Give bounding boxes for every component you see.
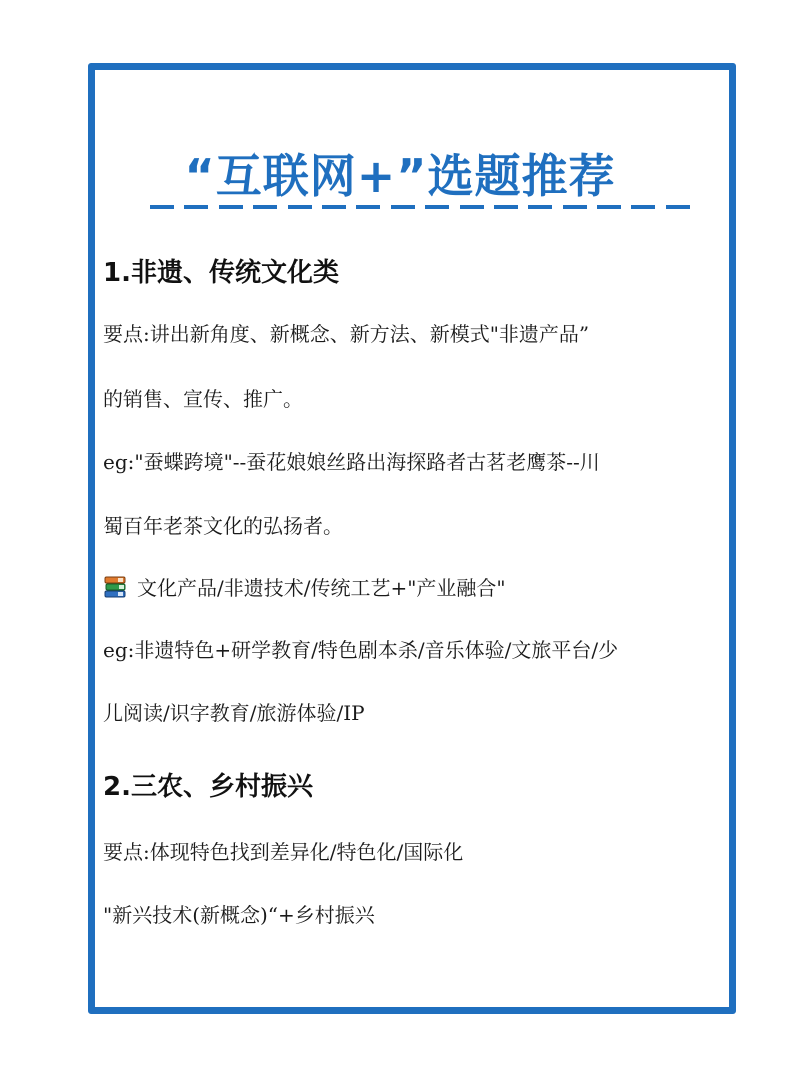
section1-fusion-line xyxy=(103,572,506,601)
section2-key-points: 要点:体现特色找到差异化/特色化/国际化 xyxy=(103,840,464,864)
section1-fusion-text: 文化产品/非遗技术/传统工艺+"产业融合" xyxy=(137,576,506,600)
section1-key-points-line2: 的销售、宣传、推广。 xyxy=(103,387,303,411)
section1-example-line1: eg:"蚕蝶跨境"--蚕花娘娘丝路出海探路者古茗老鹰茶--川 xyxy=(103,450,600,474)
section1-fusion-example-line2: 儿阅读/识字教育/旅游体验/IP xyxy=(103,701,365,725)
books-icon xyxy=(103,575,127,599)
section-heading-intangible-heritage: 1.非遗、传统文化类 xyxy=(103,258,339,288)
section1-key-points-line1: 要点:讲出新角度、新概念、新方法、新模式"非遗产品” xyxy=(103,322,590,346)
title-dashed-divider xyxy=(150,205,690,209)
section-heading-rural-revitalization: 2.三农、乡村振兴 xyxy=(103,772,313,802)
section1-example-line2: 蜀百年老茶文化的弘扬者。 xyxy=(103,514,343,538)
section1-fusion-example-line1: eg:非遗特色+研学教育/特色剧本杀/音乐体验/文旅平台/少 xyxy=(103,638,619,662)
section2-tech-line: "新兴技术(新概念)“+乡村振兴 xyxy=(103,903,375,927)
page-title: “互联网+”选题推荐 xyxy=(184,149,616,203)
